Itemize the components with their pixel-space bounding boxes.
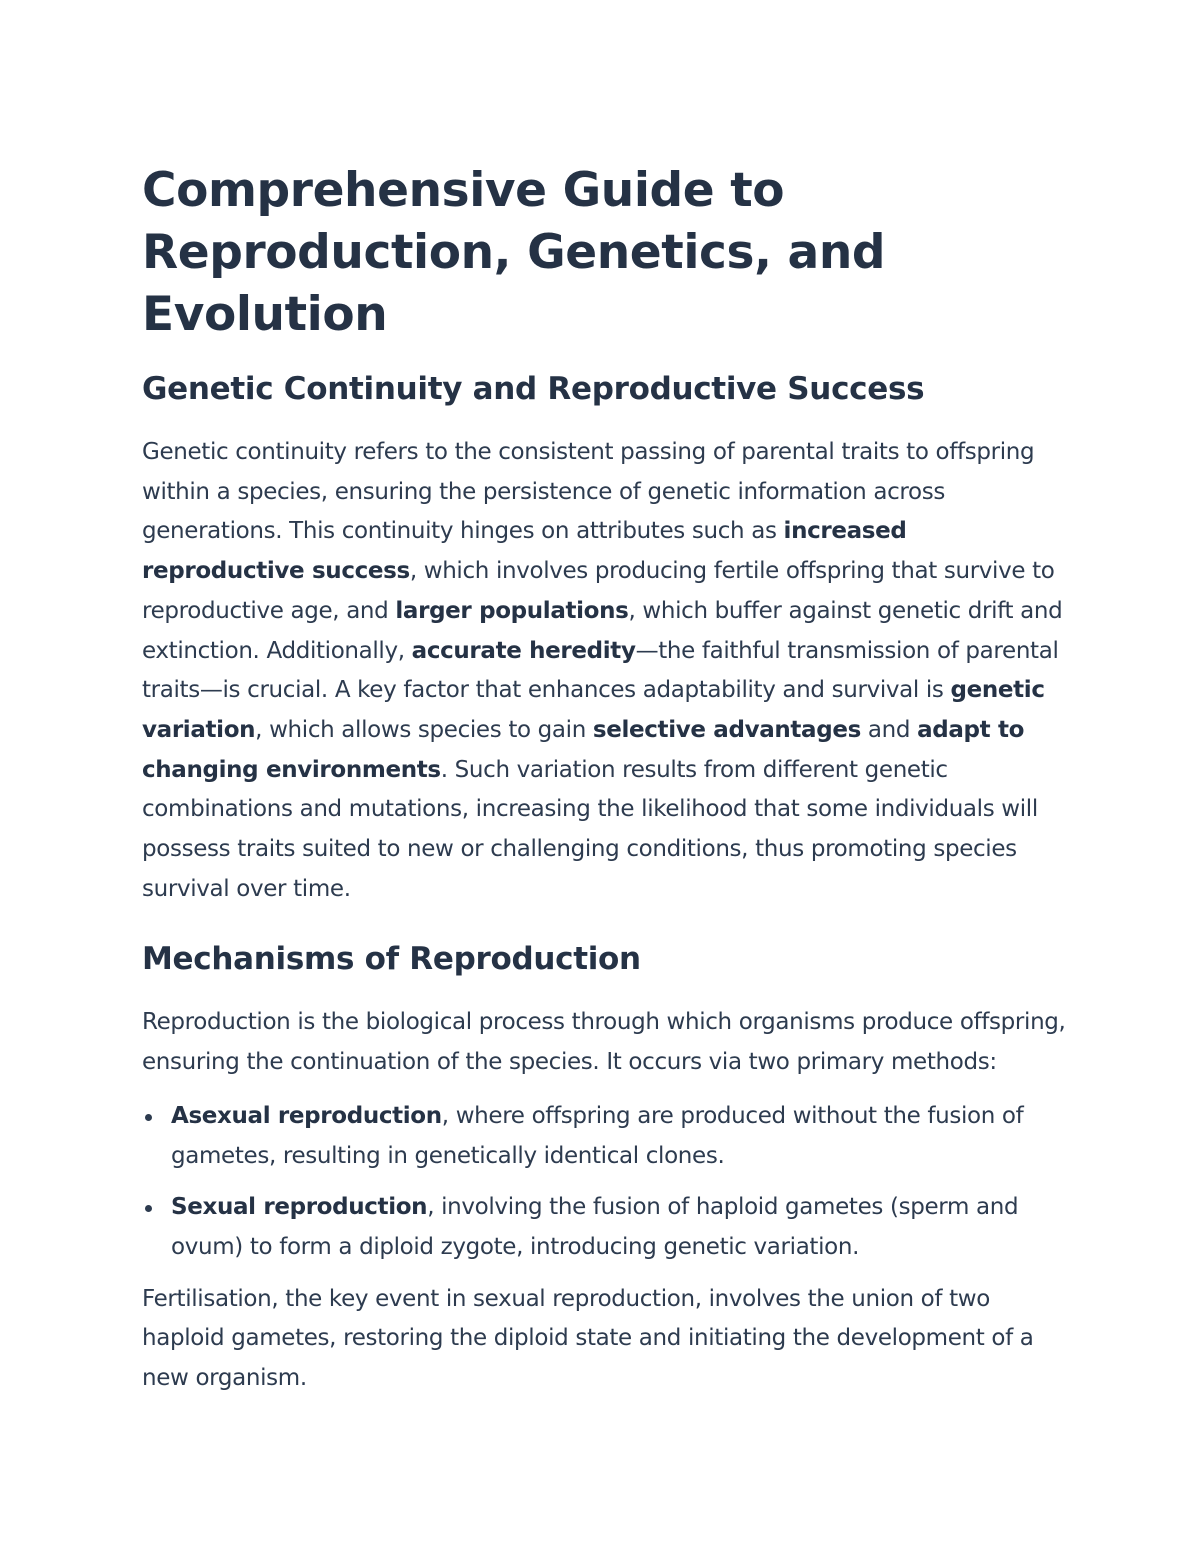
bullet-icon [145, 1114, 152, 1121]
list-item-text: , involving the fusion of haploid gametes (sperm and ovum) to form a diploid zygote, introducing genetic variation. [171, 1194, 1019, 1260]
text-run: , which buffer against genetic drift and extinction. Additionally, [142, 597, 1063, 664]
text-run: and [860, 716, 918, 743]
bullet-icon [145, 1205, 152, 1212]
paragraph-genetic-continuity [142, 433, 1067, 909]
reproduction-methods-list [142, 1097, 1067, 1268]
text-run: , which allows species to gain [255, 716, 593, 743]
paragraph-fertilisation: Fertilisation, the key event in sexual reproduction, involves the union of two haploid gametes, restoring the diploid state and initiating the development of a new organism. [142, 1285, 1034, 1392]
bold-term: larger populations [395, 597, 629, 624]
bold-term: increased reproductive success [142, 518, 907, 585]
list-item-text: , where offspring are produced without the fusion of gametes, resulting in genetically identical clones. [171, 1102, 1024, 1169]
text-run: , which involves producing fertile offspring that survive to reproductive age, and [142, 558, 1055, 624]
section-heading-mechanisms: Mechanisms of Reproduction [142, 941, 641, 978]
bold-term: genetic variation [142, 677, 1045, 743]
bold-term: Sexual reproduction [171, 1194, 428, 1221]
text-run: . Such variation results from different genetic combinations and mutations, increasing the likelihood that some individuals will possess traits suited to new or challenging conditions, thus promoting species survival over time. [142, 756, 1038, 902]
list-item [142, 1188, 1067, 1267]
bold-term: accurate heredity [411, 637, 636, 664]
bold-term: adapt to changing environments [142, 716, 1025, 783]
bold-term: selective advantages [592, 716, 861, 743]
bold-term: Asexual reproduction [171, 1102, 442, 1129]
list-item [142, 1097, 1067, 1176]
text-run: —the faithful transmission of parental traits—is crucial. A key factor that enhances adaptability and survival is [142, 637, 1059, 704]
text-run: Genetic continuity refers to the consistent passing of parental traits to offspring within a species, ensuring the persistence of genetic information across generations. This continuity hinges on attributes such as [142, 439, 1035, 545]
paragraph-mechanisms-intro: Reproduction is the biological process through which organisms produce offspring, ensuring the continuation of the species. It occurs via two primary methods: [142, 1009, 1066, 1076]
section-heading-genetic-continuity: Genetic Continuity and Reproductive Success [142, 371, 925, 407]
document-page [142, 160, 1067, 1399]
page-title: Comprehensive Guide to Reproduction, Genetics, and Evolution [142, 163, 886, 342]
